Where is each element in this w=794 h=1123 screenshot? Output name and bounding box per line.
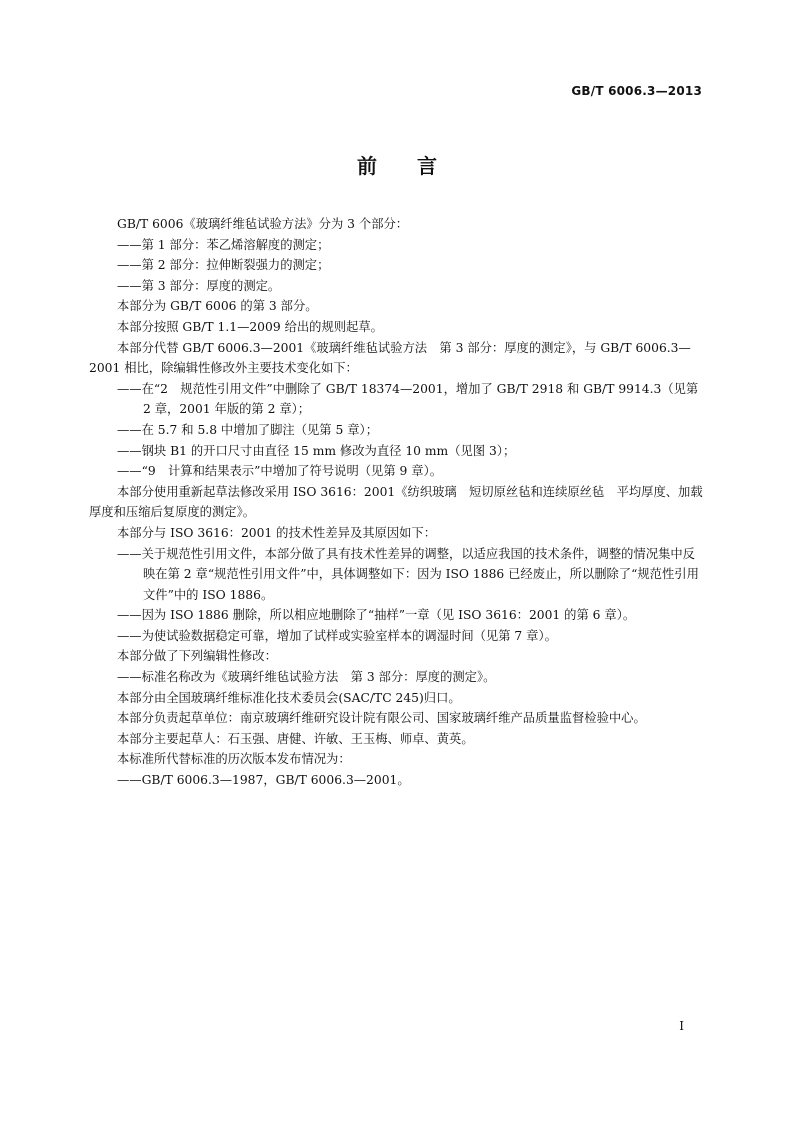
paragraph: 本部分由全国玻璃纤维标准化技术委员会(SAC/TC 245)归口。 xyxy=(117,690,461,705)
paragraph: 本部分使用重新起草法修改采用 ISO 3616：2001《纺织玻璃 短切原丝毡和连续原丝毡 平均厚度、加载厚度和压缩后复原度的测定》。 xyxy=(89,484,703,520)
paragraph: 本部分做了下列编辑性修改： xyxy=(117,649,277,664)
foreword-body xyxy=(89,214,707,791)
list-item: ——第 3 部分：厚度的测定。 xyxy=(117,278,281,293)
list-item: ——标准名称改为《玻璃纤维毡试验方法 第 3 部分：厚度的测定》。 xyxy=(117,670,496,685)
paragraph: 本部分主要起草人：石玉强、唐健、许敏、王玉梅、师卓、黄英。 xyxy=(117,731,474,746)
paragraph: 本部分按照 GB/T 1.1—2009 给出的规则起草。 xyxy=(117,319,383,334)
list-item: ——在“2 规范性引用文件”中删除了 GB/T 18374—2001，增加了 GB/T 2918 和 GB/T 9914.3（见第 2 章，2001 年版的第 2 章）； xyxy=(117,381,699,417)
paragraph: 本部分负责起草单位：南京玻璃纤维研究设计院有限公司、国家玻璃纤维产品质量监督检验中心。 xyxy=(117,711,646,726)
list-item: ——关于规范性引用文件，本部分做了具有技术性差异的调整，以适应我国的技术条件，调整的情况集中反映在第 2 章“规范性引用文件”中，具体调整如下：因为 ISO 1886 已经废止，所以删除了“规范性引用文件”中的 ISO 1886。 xyxy=(117,546,699,602)
standard-code: GB/T 6006.3—2013 xyxy=(571,84,702,98)
list-item: ——为使试验数据稳定可靠，增加了试样或实验室样本的调湿时间（见第 7 章）。 xyxy=(117,628,557,643)
paragraph: 本部分为 GB/T 6006 的第 3 部分。 xyxy=(117,299,318,314)
paragraph: 本标准所代替标准的历次版本发布情况为： xyxy=(117,752,351,767)
list-item: ——钢块 B1 的开口尺寸由直径 15 mm 修改为直径 10 mm（见图 3）； xyxy=(117,443,516,458)
list-item: ——在 5.7 和 5.8 中增加了脚注（见第 5 章）； xyxy=(117,422,378,437)
list-item: ——“9 计算和结果表示”中增加了符号说明（见第 9 章）。 xyxy=(117,464,443,479)
paragraph: 本部分与 ISO 3616：2001 的技术性差异及其原因如下： xyxy=(117,525,437,540)
paragraph: 本部分代替 GB/T 6006.3—2001《玻璃纤维毡试验方法 第 3 部分：厚度的测定》，与 GB/T 6006.3—2001 相比，除编辑性修改外主要技术变化如下： xyxy=(89,340,691,376)
page-title: 前言 xyxy=(357,154,477,178)
paragraph: GB/T 6006《玻璃纤维毡试验方法》分为 3 个部分： xyxy=(117,217,409,231)
list-item: ——因为 ISO 1886 删除，所以相应地删除了“抽样”一章（见 ISO 3616：2001 的第 6 章）。 xyxy=(117,608,636,623)
page-number: I xyxy=(679,1019,684,1033)
list-item: ——第 2 部分：拉伸断裂强力的测定； xyxy=(117,258,330,273)
list-item: ——GB/T 6006.3—1987，GB/T 6006.3—2001。 xyxy=(117,773,410,788)
list-item: ——第 1 部分：苯乙烯溶解度的测定； xyxy=(117,237,330,252)
